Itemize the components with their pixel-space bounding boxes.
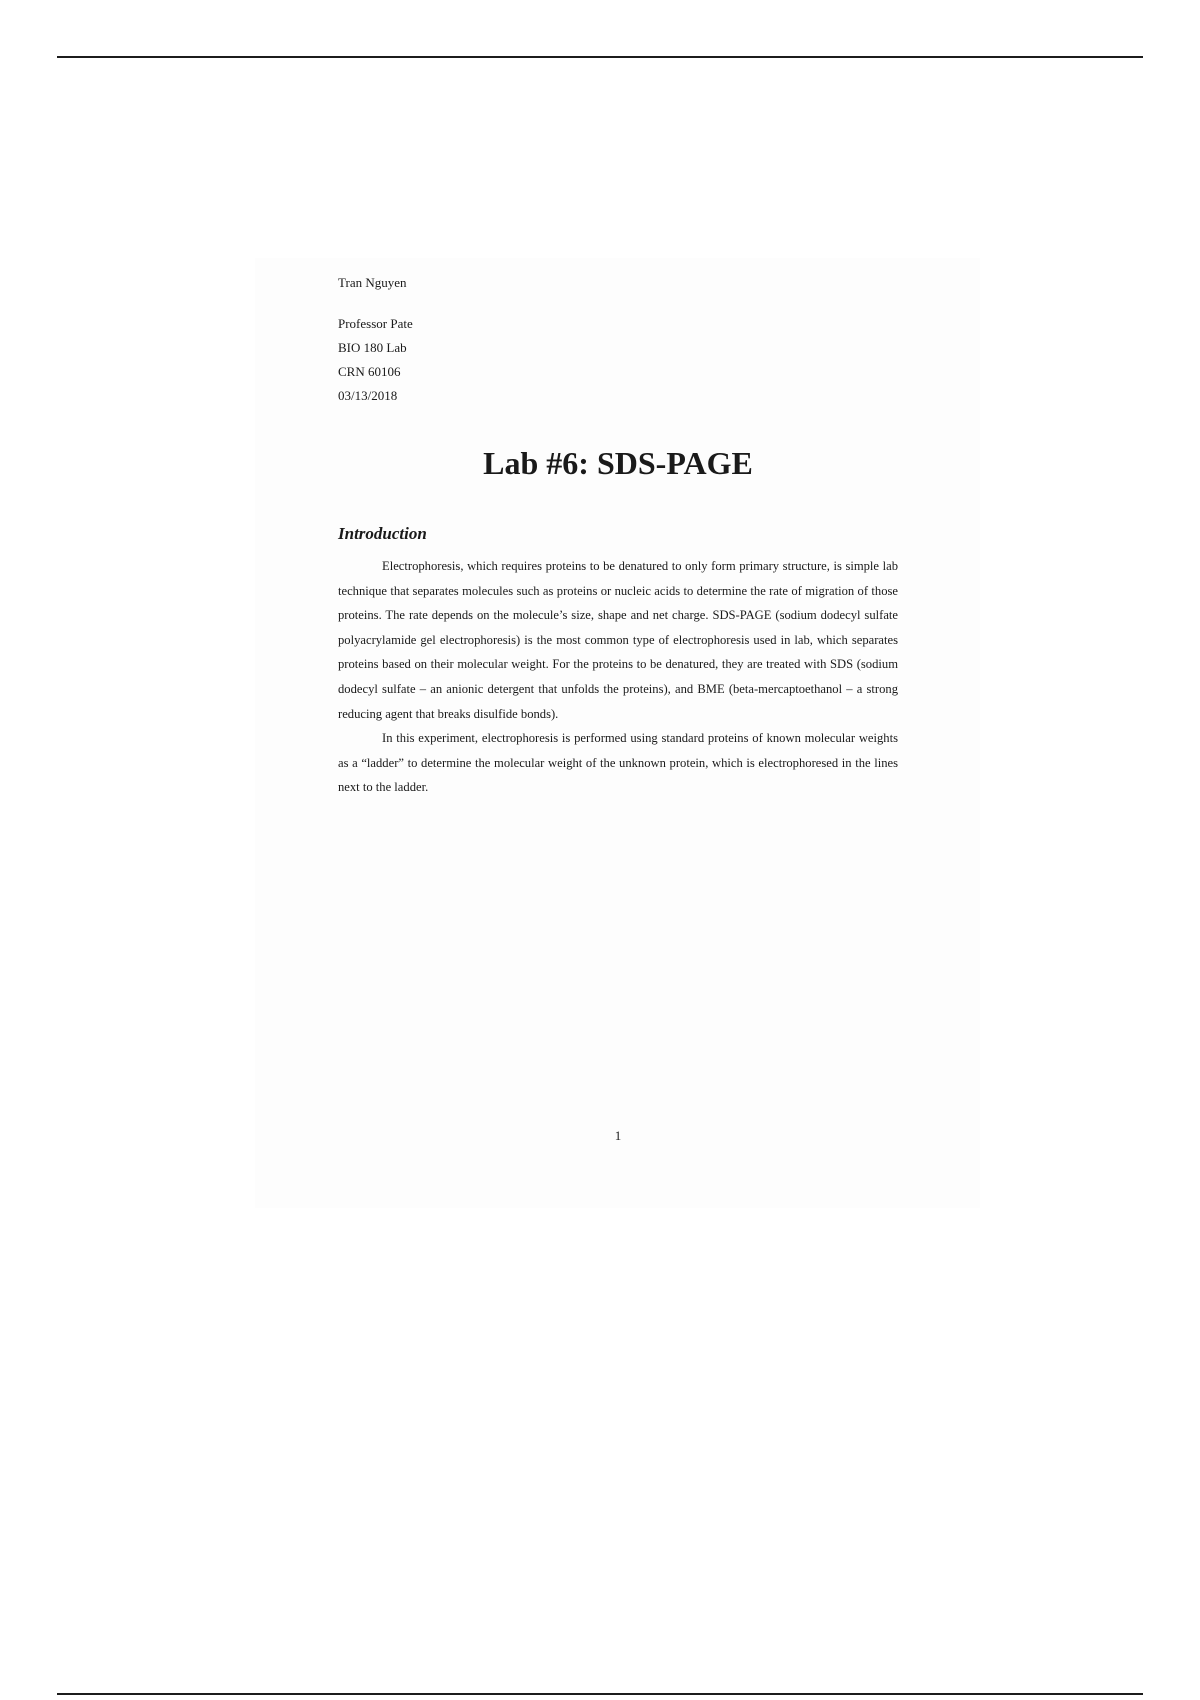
bottom-rule [57,1693,1143,1695]
document-page [255,258,980,1208]
document-title: Lab #6: SDS-PAGE [483,445,753,481]
document-date: 03/13/2018 [338,388,398,403]
professor-name: Professor Pate [338,316,413,331]
top-rule [57,56,1143,58]
paragraph: In this experiment, electrophoresis is performed using standard proteins of known molecular weights as a “ladder” to determine the molecular weight of the unknown protein, which is electrophoresed in the lines next to the ladder. [338,731,898,795]
course-name: BIO 180 Lab [338,340,407,355]
introduction-body [338,554,898,800]
paragraph: Electrophoresis, which requires proteins to be denatured to only form primary structure, is simple lab technique that separates molecules such as proteins or nucleic acids to determine the rate of migration of those proteins. The rate depends on the molecule’s size, shape and net charge. SDS-PAGE (sodium dodecyl sulfate polyacrylamide gel electrophoresis) is the most common type of electrophoresis used in lab, which separates proteins based on their molecular weight. For the proteins to be denatured, they are treated with SDS (sodium dodecyl sulfate – an anionic detergent that unfolds the proteins), and BME (beta-mercaptoethanol – a strong reducing agent that breaks disulfide bonds). [338,559,898,721]
course-crn: CRN 60106 [338,364,401,379]
author-name: Tran Nguyen [338,275,407,290]
page-number: 1 [614,1128,622,1143]
section-heading-introduction: Introduction [338,524,427,543]
